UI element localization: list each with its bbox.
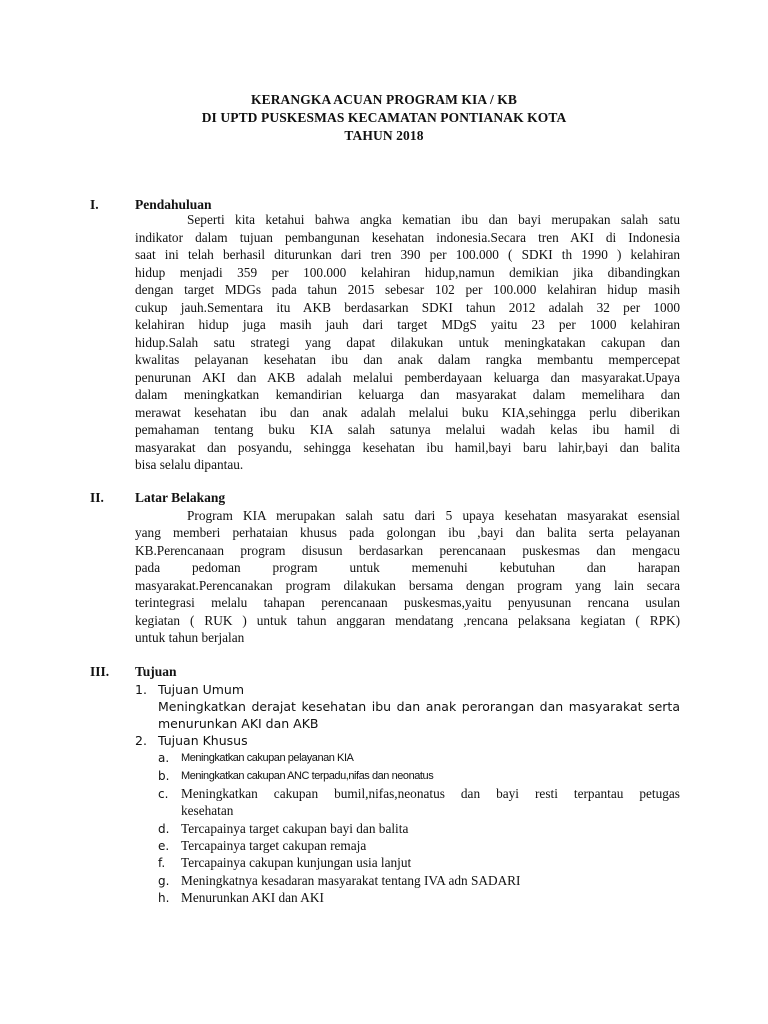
list-marker: c.	[158, 787, 169, 801]
tujuan-khusus-label: Tujuan Khusus	[158, 733, 248, 748]
list-item: Meningkatkan cakupan ANC terpadu,nifas dan neonatus	[181, 770, 434, 782]
paragraph-line: KB.Perencanaan program disusun berdasarkan perencanaan puskesmas dan mengacu	[135, 543, 680, 558]
document-title-line-1: KERANGKA ACUAN PROGRAM KIA / KB	[251, 92, 517, 107]
tujuan-umum-line: menurunkan AKI dan AKB	[158, 716, 319, 731]
section-number-1: I.	[90, 197, 99, 212]
list-marker: g.	[158, 874, 170, 888]
paragraph-line: Program KIA merupakan salah satu dari 5 upaya kesehatan masyarakat esensial	[187, 508, 680, 523]
tujuan-umum-line: Meningkatkan derajat kesehatan ibu dan anak perorangan dan masyarakat serta	[158, 699, 680, 714]
list-marker: d.	[158, 822, 170, 836]
paragraph-line: pada pedoman program untuk memenuhi kebutuhan dan harapan	[135, 560, 680, 575]
paragraph-line: masyarakat dan posyandu, sehingga kesehatan ibu hamil,bayi baru lahir,bayi dan balita	[135, 440, 680, 455]
paragraph-line: Seperti kita ketahui bahwa angka kematian ibu dan bayi merupakan salah satu	[187, 212, 680, 227]
list-marker: e.	[158, 839, 170, 853]
list-item: Meningkatnya kesadaran masyarakat tentang IVA adn SADARI	[181, 873, 521, 888]
section-title-tujuan: Tujuan	[135, 664, 177, 679]
paragraph-line: terintegrasi melalu tahapan perencanaan puskesmas,yaitu penyusunan rencana usulan	[135, 595, 680, 610]
list-item: Menurunkan AKI dan AKI	[181, 890, 324, 905]
paragraph-line: cukup jauh.Sementara itu AKB berdasarkan SDKI tahun 2012 adalah 32 per 1000	[135, 300, 680, 315]
section-title-pendahuluan: Pendahuluan	[135, 197, 212, 212]
document-title-line-3: TAHUN 2018	[344, 128, 424, 143]
paragraph-line: pemahaman tentang buku KIA salah satunya melalui wadah kelas ibu hamil di	[135, 422, 680, 437]
paragraph-line: dalam meningkatkan kemandirian keluarga dan masyarakat dalam memelihara dan	[135, 387, 680, 402]
paragraph-line: kelahiran hidup juga masih jauh dari target MDgS yaitu 23 per 1000 kelahiran	[135, 317, 680, 332]
paragraph-line: kegiatan ( RUK ) untuk tahun anggaran mendatang ,rencana pelaksana kegiatan ( RPK)	[135, 613, 680, 628]
list-item: Tercapainya target cakupan remaja	[181, 838, 367, 853]
tujuan-umum-label: Tujuan Umum	[158, 682, 245, 697]
paragraph-line: merawat kesehatan ibu dan anak adalah melalui buku KIA,sehingga perlu diberikan	[135, 405, 680, 420]
paragraph-line: hidup.Salah satu strategi yang dapat dilakukan untuk meningkatakan cakupan dan	[135, 335, 680, 350]
paragraph-line: hidup menjadi 359 per 100.000 kelahiran hidup,namun demikian jika dibandingkan	[135, 265, 680, 280]
paragraph-line: yang memberi perhataian khusus pada golongan ibu ,bayi dan balita serta pelayanan	[135, 525, 680, 540]
section-number-2: II.	[90, 490, 104, 505]
paragraph-line: masyarakat.Perencanakan program dilakukan bersama dengan program yang lain secara	[135, 578, 680, 593]
paragraph-line: saat ini telah berhasil diturunkan dari tren 390 per 100.000 ( SDKI th 1990 ) kelahiran	[135, 247, 680, 262]
paragraph-line: kwalitas pelayanan kesehatan ibu dan anak dalam rangka membantu mempercepat	[135, 352, 680, 367]
paragraph-line: dengan target MDGs pada tahun 2015 sebesar 102 per 100.000 kelahiran hidup masih	[135, 282, 680, 297]
list-marker: f.	[158, 856, 166, 870]
paragraph-line: bisa selalu dipantau.	[135, 457, 244, 472]
list-item: Meningkatkan cakupan bumil,nifas,neonatus dan bayi resti terpantau petugas	[181, 786, 680, 801]
list-marker: b.	[158, 769, 170, 783]
paragraph-line: indikator dalam tujuan pembangunan kesehatan indonesia.Secara tren AKI di Indonesia	[135, 230, 680, 245]
list-item: Tercapainya target cakupan bayi dan balita	[181, 821, 409, 836]
document-title-line-2: DI UPTD PUSKESMAS KECAMATAN PONTIANAK KOTA	[201, 110, 567, 125]
paragraph-line: untuk tahun berjalan	[135, 630, 245, 645]
list-marker: h.	[158, 891, 170, 905]
list-item: Tercapainya cakupan kunjungan usia lanjut	[181, 855, 412, 870]
section-title-latar-belakang: Latar Belakang	[135, 490, 226, 505]
list-marker: a.	[158, 751, 170, 765]
list-number-1: 1.	[135, 682, 147, 697]
section-number-3: III.	[90, 664, 110, 679]
list-item: Meningkatkan cakupan pelayanan KIA	[181, 752, 354, 764]
list-number-2: 2.	[135, 733, 147, 748]
paragraph-line: penurunan AKI dan AKB adalah melalui pemberdayaan keluarga dan masyarakat.Upaya	[135, 370, 680, 385]
list-item-continuation: kesehatan	[181, 803, 234, 818]
